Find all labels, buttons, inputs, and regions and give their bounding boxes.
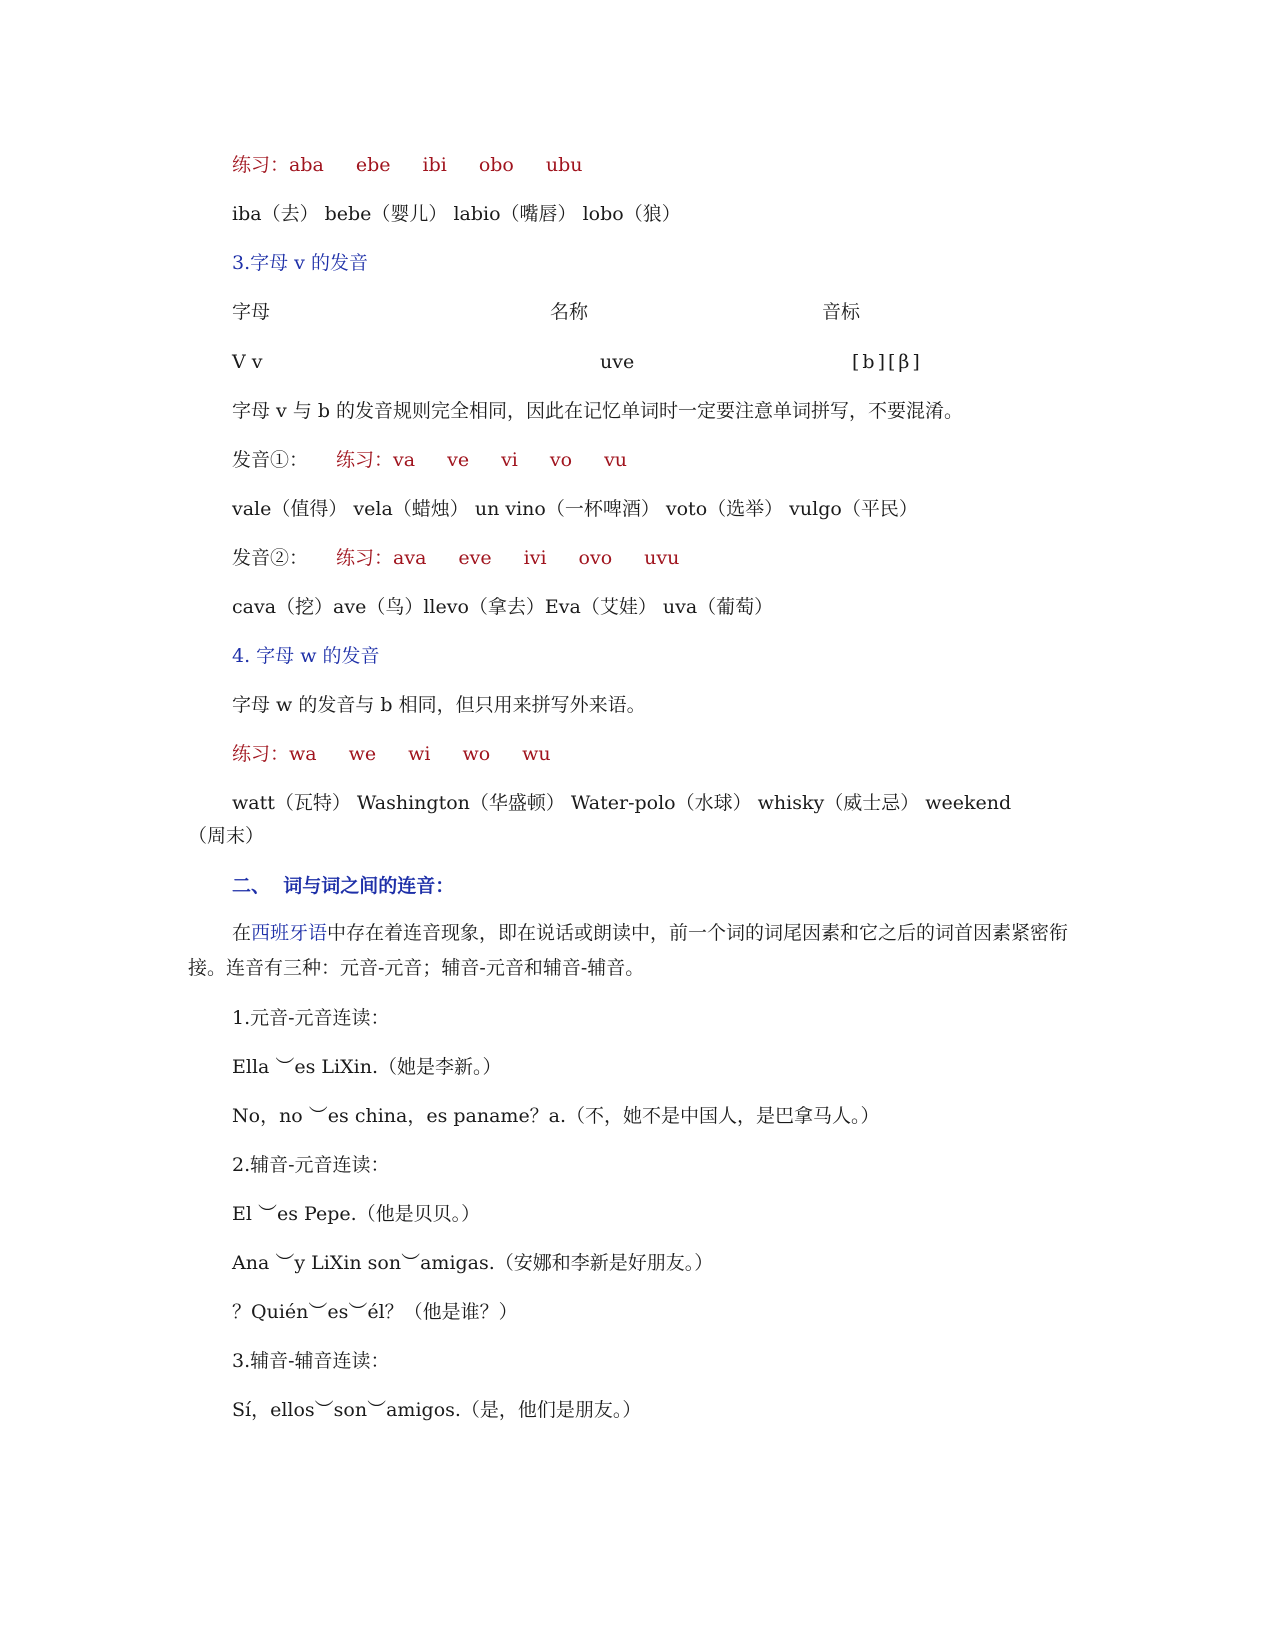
practice-prefix: 练习： [336, 449, 394, 471]
liaison-example: Ana ︶y LiXin son︶amigas.（安娜和李新是好朋友。） [232, 1252, 714, 1274]
v-example-words-2: cava（挖）ave（鸟）llevo（拿去）Eva（艾娃） uva（葡萄） [232, 596, 774, 618]
liaison-example: No，no ︶es china，es paname？a.（不，她不是中国人，是巴拿马人。） [232, 1105, 880, 1127]
liaison-example: Ella ︶es LiXin.（她是李新。） [232, 1056, 502, 1078]
syllable: ubu [545, 154, 583, 176]
v-example-words-1: vale（值得） vela（蜡烛） un vino（一杯啤酒） voto（选举） vulgo（平民） [232, 498, 918, 520]
table-header-letter: 字母 [232, 301, 271, 323]
w-rule-text: 字母 w 的发音与 b 相同，但只用来拼写外来语。 [232, 694, 646, 716]
liaison-example: ？Quién︶es︶él？（他是谁？） [232, 1301, 518, 1323]
v-pronunciation-2-line [232, 545, 679, 571]
syllable: obo [478, 154, 514, 176]
syllable: wi [408, 743, 431, 765]
section-v-heading: 3.字母 v 的发音 [232, 252, 368, 274]
pronunciation-label: 发音②： [232, 547, 309, 569]
intro-text: 中存在着连音现象，即在说话或朗读中，前一个词的词尾因素和它之后的词首因素紧密衔接。连音有三种：元音-元音；辅音-元音和辅音-辅音。 [188, 922, 1069, 979]
liaison-sub-heading-3: 3.辅音-辅音连读： [232, 1350, 390, 1372]
v-pronunciation-1-line [232, 447, 627, 473]
table-header-name: 名称 [550, 301, 589, 323]
b-practice-line [232, 152, 583, 178]
syllable: we [348, 743, 377, 765]
table-cell-letter: V v [232, 351, 263, 373]
intro-text: 在 [232, 922, 252, 944]
liaison-example: Sí，ellos︶son︶amigos.（是，他们是朋友。） [232, 1399, 642, 1421]
syllable: ibi [422, 154, 447, 176]
liaison-intro-paragraph [188, 916, 1088, 986]
syllable: wa [289, 743, 317, 765]
syllable: uvu [644, 547, 680, 569]
liaison-sub-heading-2: 2.辅音-元音连读： [232, 1154, 390, 1176]
syllable: aba [289, 154, 324, 176]
pronunciation-label: 发音①： [232, 449, 309, 471]
spanish-link[interactable]: 西班牙语 [251, 922, 328, 944]
syllable: eve [458, 547, 492, 569]
syllable: ovo [578, 547, 613, 569]
w-example-words-line1: watt（瓦特） Washington（华盛顿） Water-polo（水球） whisky（威士忌） weekend [232, 792, 1012, 814]
section-w-heading: 4. 字母 w 的发音 [232, 645, 380, 667]
w-example-words-line2: （周末） [188, 825, 265, 847]
table-cell-name: uve [600, 351, 635, 373]
syllable: ebe [355, 154, 391, 176]
practice-prefix: 练习： [232, 743, 290, 765]
section-liaison-heading: 二、 词与词之间的连音： [232, 875, 455, 897]
b-example-words: iba（去） bebe（婴儿） labio（嘴唇） lobo（狼） [232, 203, 681, 225]
v-rule-text: 字母 v 与 b 的发音规则完全相同，因此在记忆单词时一定要注意单词拼写，不要混淆。 [232, 400, 964, 422]
practice-prefix: 练习： [336, 547, 394, 569]
syllable: vu [604, 449, 628, 471]
liaison-sub-heading-1: 1.元音-元音连读： [232, 1007, 390, 1029]
syllable: vi [501, 449, 518, 471]
syllable: ve [447, 449, 470, 471]
liaison-example: El ︶es Pepe.（他是贝贝。） [232, 1203, 481, 1225]
w-practice-line [232, 741, 551, 767]
syllable: wo [462, 743, 491, 765]
syllable: ivi [523, 547, 547, 569]
syllable: wu [522, 743, 551, 765]
table-header-phonetic: 音标 [822, 301, 861, 323]
practice-prefix: 练习： [232, 154, 290, 176]
table-cell-phonetic: [b][β] [852, 351, 923, 373]
syllable: vo [549, 449, 573, 471]
syllable: va [393, 449, 416, 471]
syllable: ava [393, 547, 427, 569]
